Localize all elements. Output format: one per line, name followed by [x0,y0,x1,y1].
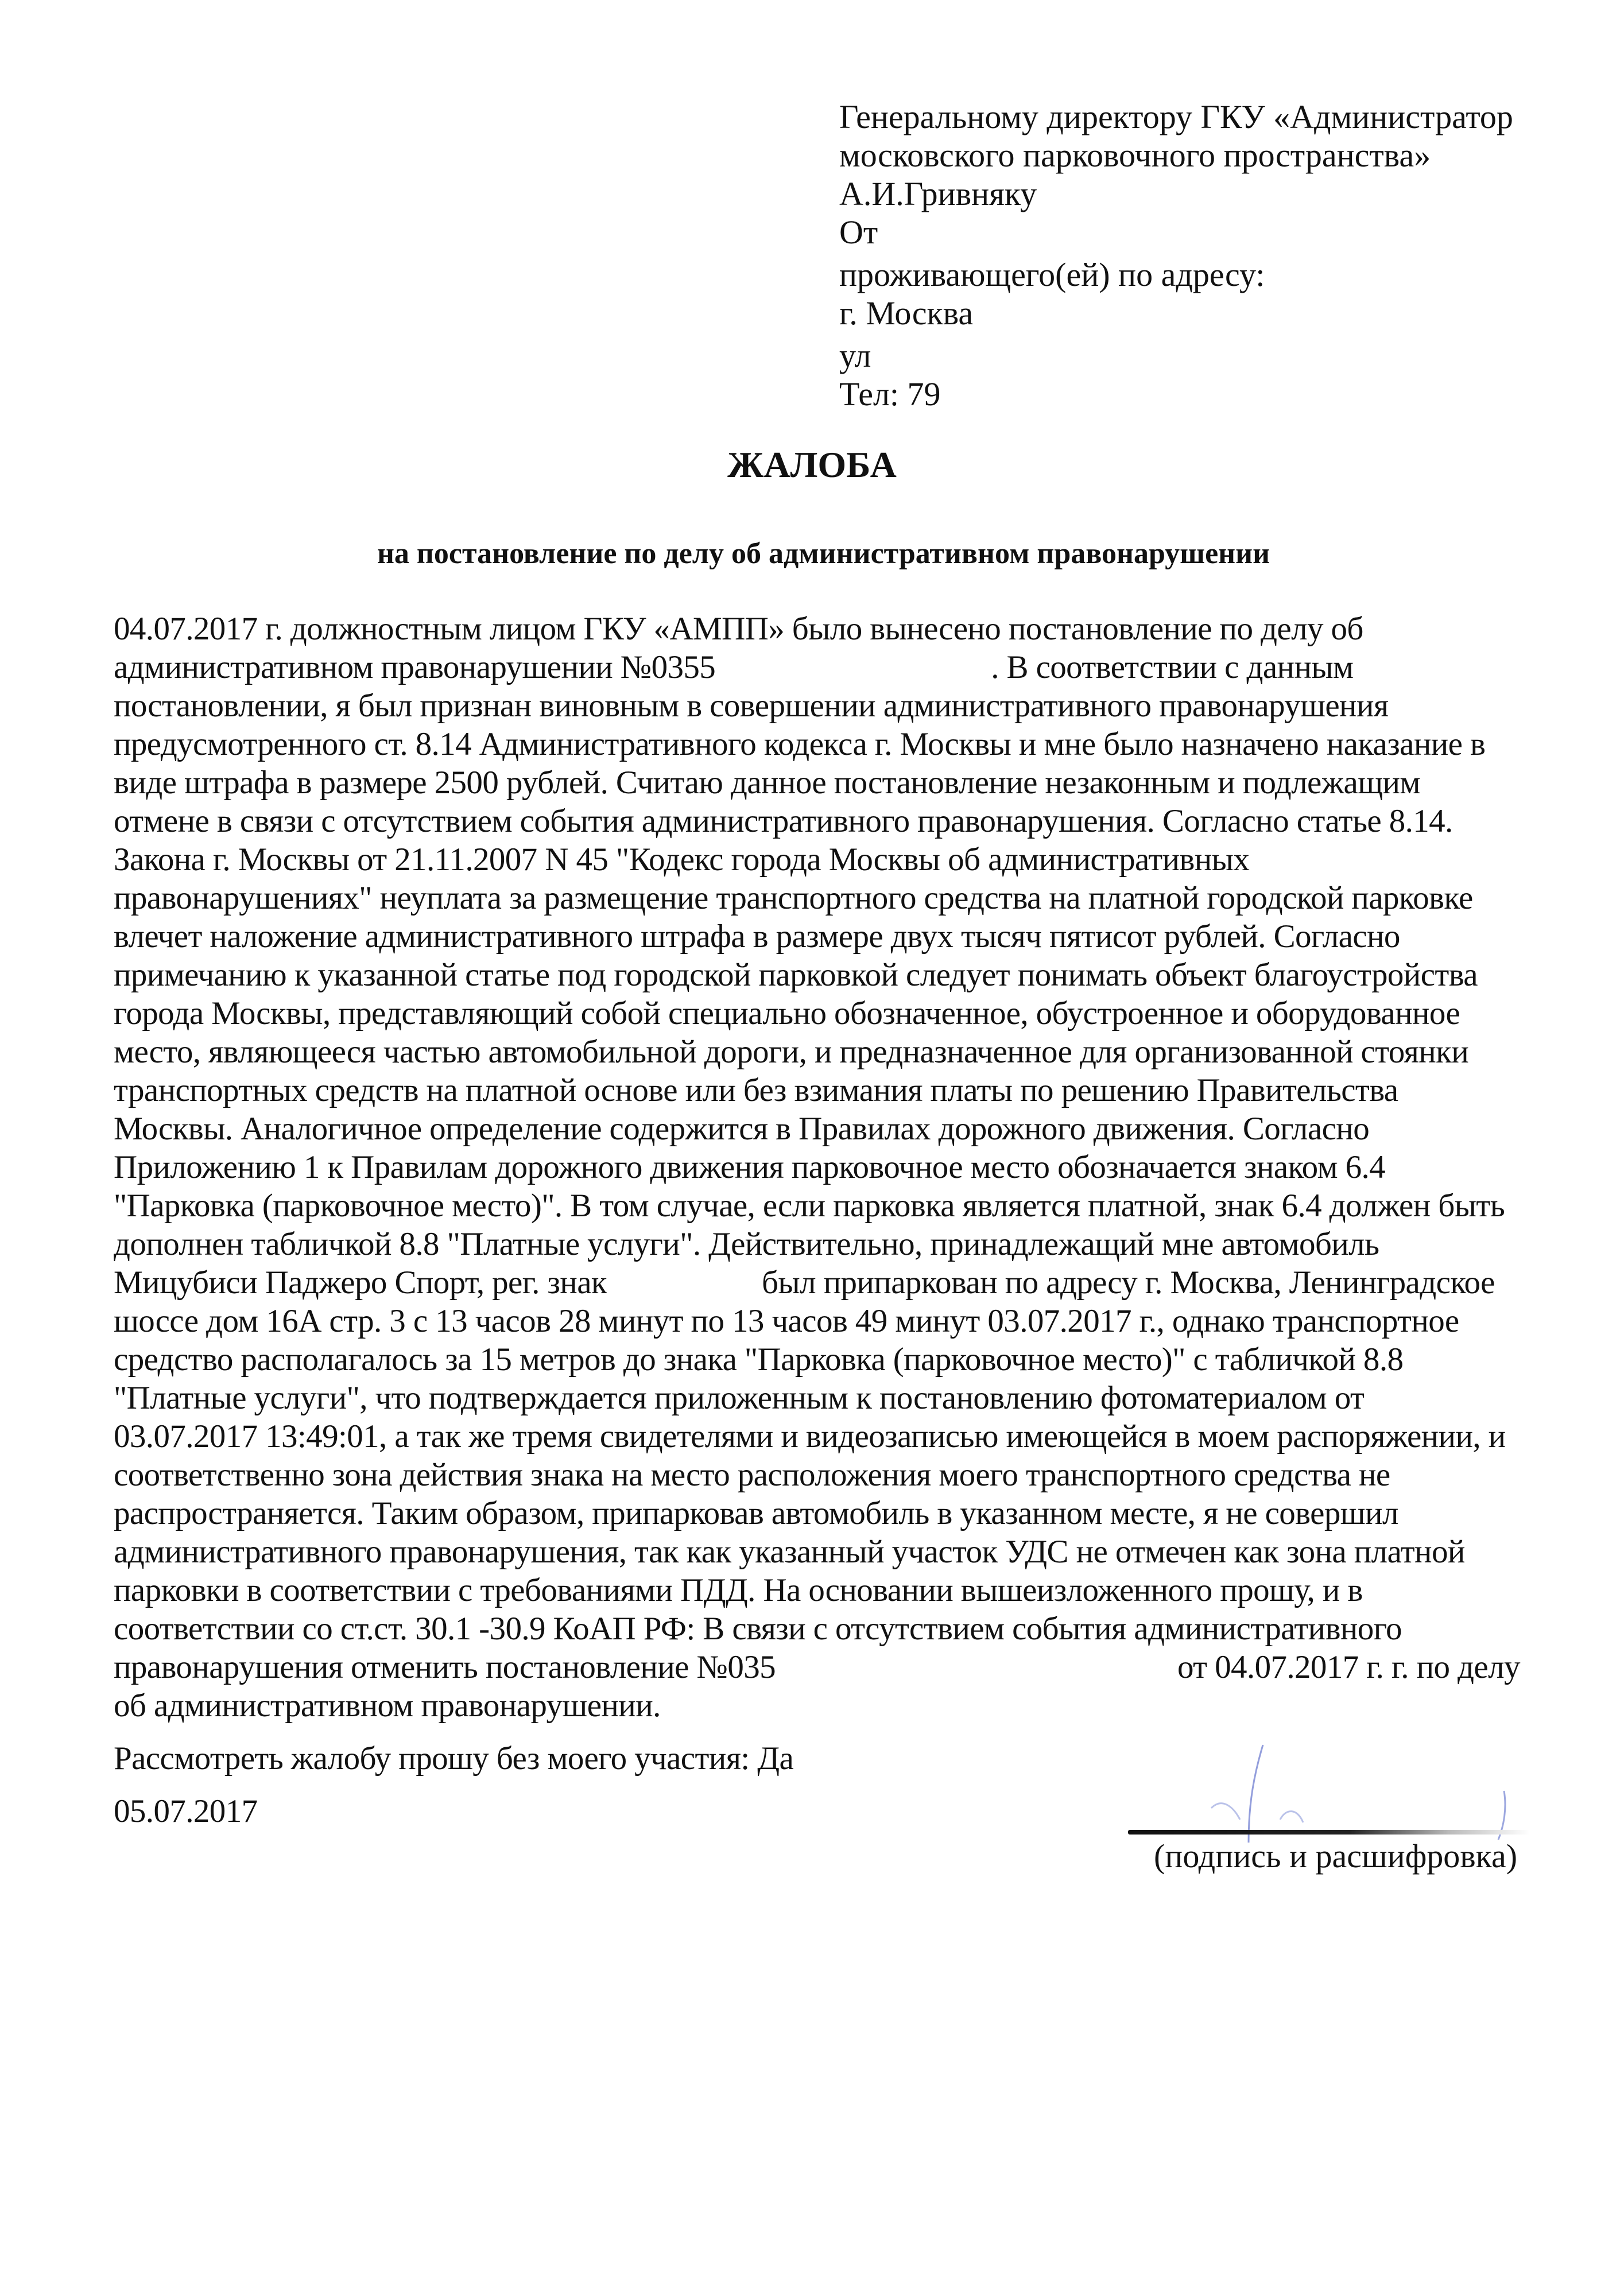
body-line: "Парковка (парковочное место)". В том случае, если парковка является платной, знак 6.4 должен быть [114,1188,1505,1224]
document-subtitle: на постановление по делу об административном правонарушении [377,537,1270,570]
signature-caption: (подпись и расшифровка) [1154,1837,1518,1875]
body-line: средство располагалось за 15 метров до знака "Парковка (парковочное место)" с табличкой 8.8 [114,1341,1404,1378]
handwritten-signature [1125,1722,1561,1848]
sender-from-label: От [839,214,878,251]
participation-statement: Рассмотреть жалобу прошу без моего участия: Да [114,1740,794,1777]
body-line: шоссе дом 16А стр. 3 с 13 часов 28 минут по 13 часов 49 минут 03.07.2017 г., однако транспортное [114,1303,1459,1339]
body-line: Приложению 1 к Правилам дорожного движения парковочное место обозначается знаком 6.4 [114,1149,1386,1185]
signature-line [1128,1830,1530,1835]
document-date: 05.07.2017 [114,1793,258,1829]
body-text: правонарушения отменить постановление №035 [114,1649,776,1685]
redacted-number [715,648,991,687]
body-line: об административном правонарушении. [114,1688,661,1724]
body-line: города Москвы, представляющий собой специально обозначенное, обустроенное и оборудованное [114,995,1460,1031]
body-text: . В соответствии с данным [991,649,1354,685]
body-line: Закона г. Москвы от 21.11.2007 N 45 "Кодекс города Москвы об административных [114,841,1250,878]
body-line: 04.07.2017 г. должностным лицом ГКУ «АМПП» было вынесено постановление по делу об [114,611,1363,647]
body-line: правонарушениях" неуплата за размещение транспортного средства на платной городской парковке [114,880,1473,916]
body-line [114,1648,1520,1686]
sender-address-label: проживающего(ей) по адресу: [839,256,1265,293]
body-line: примечанию к указанной статье под городской парковкой следует понимать объект благоустройства [114,957,1478,993]
body-line: соответственно зона действия знака на место расположения моего транспортного средства не [114,1457,1390,1493]
body-line: влечет наложение административного штрафа в размере двух тысяч пятисот рублей. Согласно [114,918,1400,955]
addressee-line: Генеральному директору ГКУ «Администратор [839,98,1513,135]
body-line: предусмотренного ст. 8.14 Административного кодекса г. Москвы и мне было назначено наказание в [114,726,1486,762]
body-line [114,1263,1495,1302]
body-line: место, являющееся частью автомобильной дороги, и предназначенное для организованной стоянки [114,1034,1469,1070]
redacted-plate [607,1263,762,1302]
body-text: был припаркован по адресу г. Москва, Ленинградское [762,1265,1495,1301]
body-line: дополнен табличкой 8.8 "Платные услуги". Действительно, принадлежащий мне автомобиль [114,1226,1379,1262]
body-line: 03.07.2017 13:49:01, а так же тремя свидетелями и видеозаписью имеющейся в моем распоряжении, и [114,1418,1506,1455]
body-line: распространяется. Таким образом, припарковав автомобиль в указанном месте, я не совершил [114,1495,1398,1531]
addressee-line: московского парковочного пространства» [839,137,1431,174]
body-line: Москвы. Аналогичное определение содержится в Правилах дорожного движения. Согласно [114,1111,1370,1147]
body-line: постановлении, я был признан виновным в совершении административного правонарушения [114,688,1389,724]
body-text: от 04.07.2017 г. г. по делу [1177,1649,1520,1685]
body-line: отмене в связи с отсутствием события административного правонарушения. Согласно статье 8.14. [114,803,1453,839]
body-line: парковки в соответствии с требованиями ПДД. На основании вышеизложенного прошу, и в [114,1572,1363,1608]
body-text: Мицубиси Паджеро Спорт, рег. знак [114,1265,607,1301]
addressee-name: А.И.Гривняку [839,175,1037,212]
body-line: виде штрафа в размере 2500 рублей. Считаю данное постановление незаконным и подлежащим [114,765,1420,801]
sender-city: г. Москва [839,294,974,332]
sender-phone-label: Тел: 79 [839,375,941,413]
document-title: ЖАЛОБА [727,444,897,485]
sender-street-label: ул [839,337,871,374]
body-line: соответствии со ст.ст. 30.1 -30.9 КоАП РФ: В связи с отсутствием события административного [114,1611,1402,1647]
redacted-number [776,1648,1177,1686]
body-text: административном правонарушении №0355 [114,649,716,685]
body-line: административного правонарушения, так как указанный участок УДС не отмечен как зона платной [114,1534,1465,1570]
body-line [114,648,1354,687]
body-line: "Платные услуги", что подтверждается приложенным к постановлению фотоматериалом от [114,1380,1365,1416]
body-line: транспортных средств на платной основе или без взимания платы по решению Правительства [114,1072,1398,1108]
